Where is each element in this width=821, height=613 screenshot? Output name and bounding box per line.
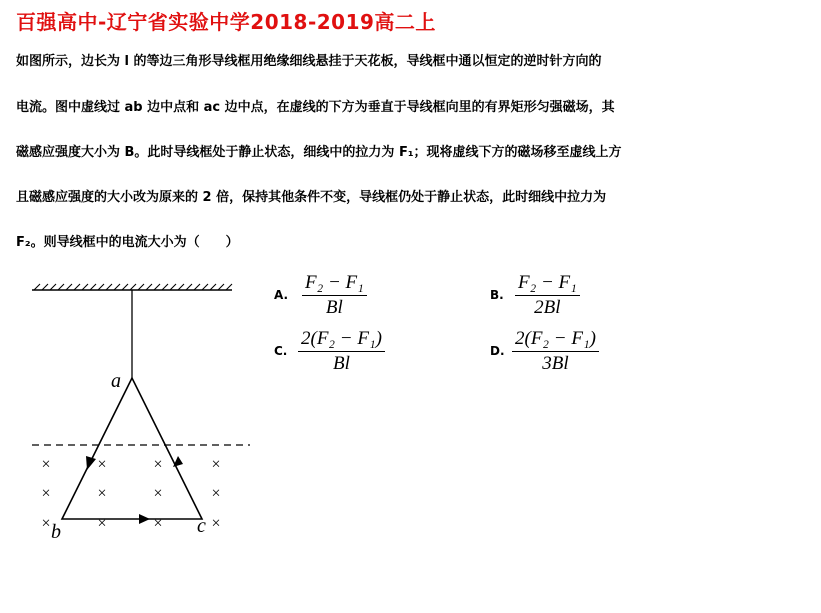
page-title: 百强高中-辽宁省实验中学2018-2019高二上 [16, 10, 436, 34]
arrow-ca-icon [173, 456, 183, 467]
field-cross: × [97, 515, 107, 532]
question-line-1: 如图所示，边长为 l 的等边三角形导线框用绝缘细线悬挂于天花板，导线框中通以恒定的逆时针方向的 [16, 54, 602, 69]
field-cross: × [211, 456, 221, 473]
field-cross: × [211, 485, 221, 502]
magnetic-field-symbols [41, 456, 220, 532]
question-line-2: 电流。图中虚线过 ab 边中点和 ac 边中点，在虚线的下方为垂直于导线框向里的有界矩形匀强磁场，其 [16, 100, 615, 115]
option-a-denominator: Bl [325, 297, 343, 318]
option-d-numerator: 2(F₂ − F₁) [512, 328, 599, 352]
option-b-numerator: F₂ − F₁ [515, 272, 580, 296]
field-cross: × [97, 485, 107, 502]
question-line-5: F₂。则导线框中的电流大小为（ ） [16, 235, 239, 250]
option-d-denominator: 3Bl [542, 353, 569, 374]
option-b-denominator: 2Bl [534, 297, 561, 318]
field-cross: × [153, 485, 163, 502]
option-d-letter: D. [490, 344, 505, 358]
field-cross: × [41, 515, 51, 532]
field-cross: × [153, 456, 163, 473]
field-cross: × [211, 515, 221, 532]
vertex-label-b: b [51, 521, 61, 543]
field-cross: × [41, 456, 51, 473]
triangle-wire-frame [62, 378, 202, 519]
option-a-letter: A. [274, 288, 289, 302]
arrow-ab-icon [86, 456, 96, 470]
arrow-bc-icon [139, 514, 150, 524]
vertex-label-c: c [197, 515, 206, 537]
option-c-letter: C. [274, 344, 288, 358]
question-line-4: 且磁感应强度的大小改为原来的 2 倍，保持其他条件不变，导线框仍处于静止状态，此时细线中拉力为 [16, 190, 607, 205]
field-cross: × [153, 515, 163, 532]
option-a-numerator: F₂ − F₁ [302, 272, 367, 296]
ceiling [32, 284, 232, 290]
option-b-letter: B. [490, 288, 504, 302]
option-c-numerator: 2(F₂ − F₁) [298, 328, 385, 352]
option-c-denominator: Bl [333, 353, 350, 374]
question-line-3: 磁感应强度大小为 B。此时导线框处于静止状态，细线中的拉力为 F₁；现将虚线下方的磁场移至虚线上方 [16, 145, 622, 160]
field-cross: × [41, 485, 51, 502]
field-cross: × [97, 456, 107, 473]
vertex-label-a: a [111, 370, 121, 392]
